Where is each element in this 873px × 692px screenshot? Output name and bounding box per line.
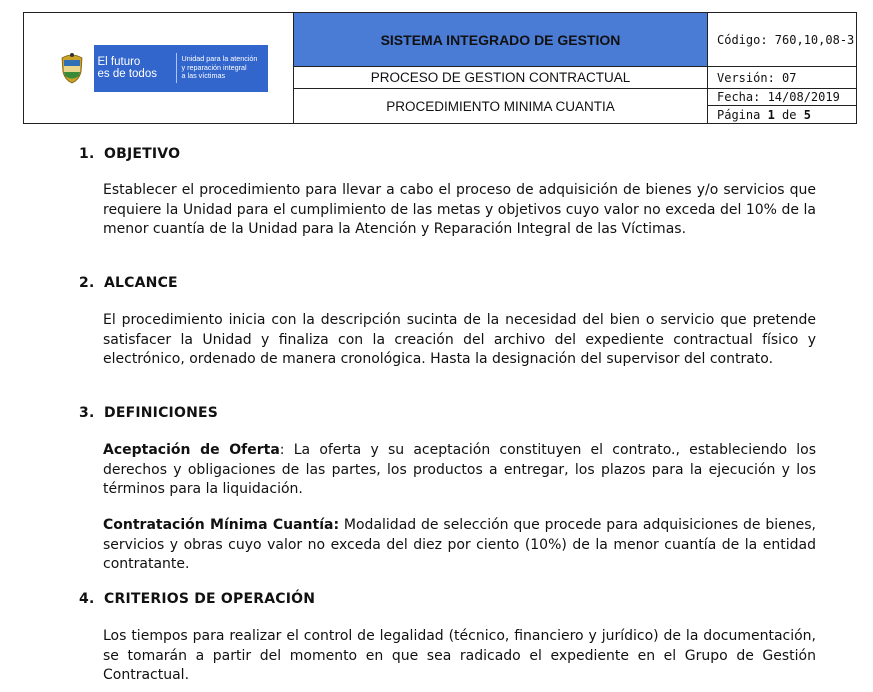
section-text-alcance: El procedimiento inicia con la descripción sucinta de la necesidad del bien o servicio que pretende satisfacer la Unidad y finaliza con la creación del archivo del expediente contractual físico y electrónico, ordenado de manera cronológica. Hasta la designación del supervisor del contrato. (103, 312, 816, 367)
section-text-objetivo: Establecer el procedimiento para llevar a cabo el proceso de adquisición de bienes y/o servicios que requiere la Unidad para el cumplimiento de las metas y objetivos cuyo valor no exceda del 10% de la menor cuantía de la Unidad para la Atención y Reparación Integral de las Víctimas. (103, 182, 816, 237)
logo-main-line-1: El futuro (97, 56, 141, 68)
procedure-name: PROCEDIMIENTO MINIMA CUANTIA (294, 89, 708, 123)
definition-separator: : (279, 442, 285, 458)
section-title: DEFINICIONES (104, 405, 219, 421)
logo-cell (24, 13, 294, 123)
logo-main-text (98, 56, 174, 80)
section-title: OBJETIVO (104, 146, 181, 162)
document-date: Fecha: 14/08/2019 (708, 89, 856, 106)
section-heading-definiciones (79, 405, 218, 421)
logo-sub-line-1: Unidad para la atención (181, 54, 258, 64)
page-indicator (708, 106, 856, 123)
section-heading-objetivo (79, 146, 180, 162)
section-number: 1. (79, 146, 95, 162)
document-code: Código: 760,10,08-3 (708, 13, 856, 67)
coat-of-arms-icon (50, 45, 94, 92)
section-title: CRITERIOS DE OPERACIÓN (104, 591, 316, 607)
section-number: 3. (79, 405, 95, 421)
definition-term: Contratación Mínima Cuantía: (103, 517, 340, 533)
entity-logo (50, 45, 268, 92)
logo-blue-band (94, 45, 268, 92)
section-title: ALCANCE (104, 275, 178, 291)
definition-aceptacion-oferta (103, 441, 816, 500)
logo-sub-line-3: a las víctimas (181, 71, 226, 81)
page-mid: de (774, 107, 804, 122)
page-prefix: Página (717, 107, 768, 122)
definition-text: Modalidad de selección que procede para adquisiciones de bienes, servicios y obras cuyo valor no exceda del diez por ciento (10%) de la menor cuantía de la entidad contratante. (103, 517, 816, 572)
system-title: SISTEMA INTEGRADO DE GESTION (294, 13, 708, 67)
section-number: 4. (79, 591, 95, 607)
section-heading-criterios-operacion (79, 591, 315, 607)
section-heading-alcance (79, 275, 178, 291)
definition-term: Aceptación de Oferta (103, 442, 280, 458)
document-header-table (23, 12, 857, 124)
process-name: PROCESO DE GESTION CONTRACTUAL (294, 67, 708, 89)
document-version: Versión: 07 (708, 67, 856, 89)
page-total: 5 (803, 107, 811, 122)
page-current: 1 (767, 107, 775, 122)
logo-main-line-2: es de todos (97, 68, 157, 80)
definition-contratacion-minima-cuantia (103, 516, 816, 575)
logo-divider (176, 53, 177, 83)
section-number: 2. (79, 275, 95, 291)
logo-sub-line-2: y reparación integral (181, 62, 247, 72)
logo-sub-text (182, 55, 258, 80)
definition-text: La oferta y su aceptación constituyen el contrato., estableciendo los derechos y obligaciones de las partes, los productos a entregar, los plazos para la ejecución y los términos para la liquidación. (103, 442, 816, 497)
section-text-criterios-operacion: Los tiempos para realizar el control de legalidad (técnico, financiero y jurídico) de la documentación, se tomarán a partir del momento en que sea radicado el expediente en el Grupo de Gestión Contractual. (103, 628, 816, 683)
